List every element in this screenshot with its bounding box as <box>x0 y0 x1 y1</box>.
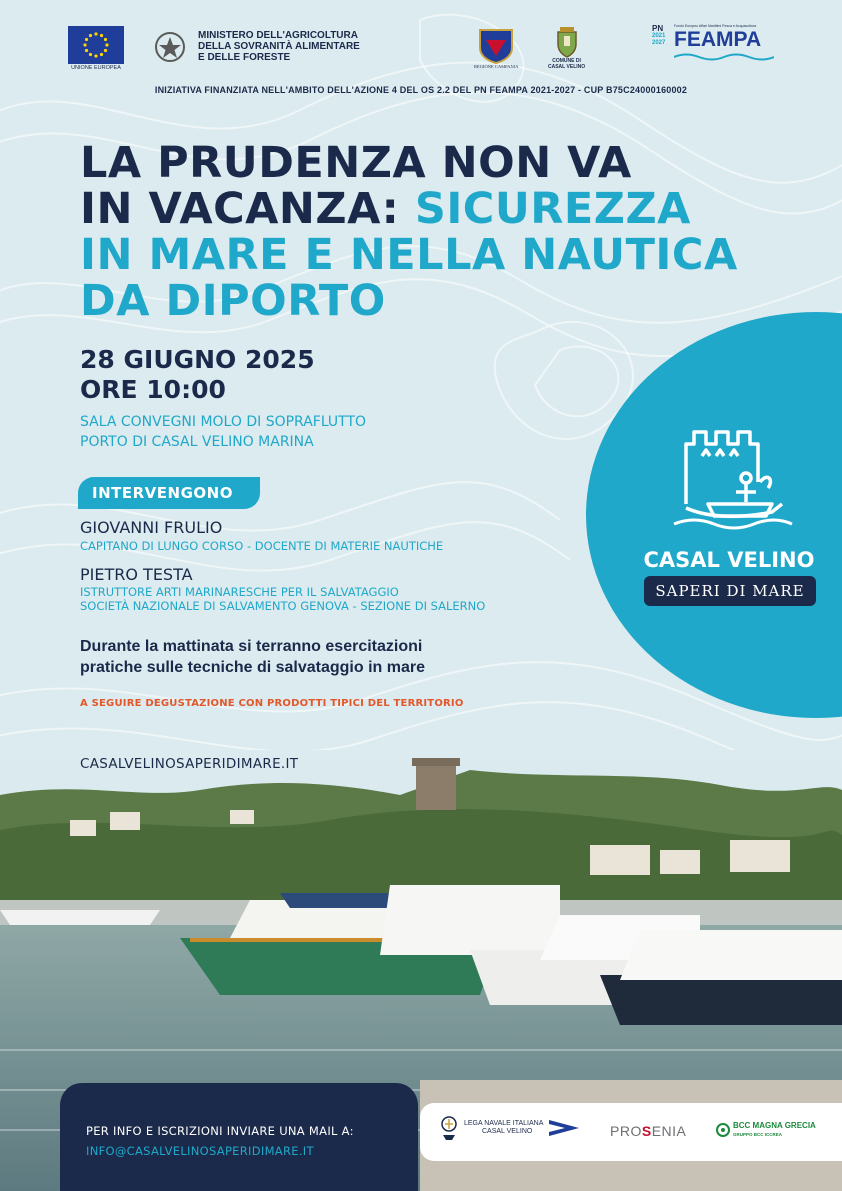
comune-caption-1: COMUNE DI <box>552 58 581 64</box>
feampa-subtitle: Fondo Europeo Affari Marittimi Pesca e Acquacoltura <box>674 24 757 28</box>
lni-emblem-icon <box>440 1115 458 1141</box>
contact-label: PER INFO E ISCRIZIONI INVIARE UNA MAIL A: <box>86 1124 354 1138</box>
event-time: ORE 10:00 <box>80 375 226 404</box>
ministry-line-1: MINISTERO DELL'AGRICOLTURA <box>198 30 358 41</box>
feampa-pn: PN <box>652 24 664 33</box>
brand-name: CASAL VELINO <box>643 548 815 572</box>
italian-flag-icon <box>398 35 440 63</box>
bcc-icon <box>716 1123 730 1137</box>
speaker-1-name: GIOVANNI FRULIO <box>80 518 223 537</box>
title-line-2-dark: IN VACANZA: <box>80 184 415 234</box>
bcc-group: GRUPPO BCC ICCREA <box>733 1132 783 1137</box>
speaker-2-name: PIETRO TESTA <box>80 565 193 584</box>
speaker-1-role: CAPITANO DI LUNGO CORSO - DOCENTE DI MATERIE NAUTICHE <box>80 539 444 553</box>
italian-emblem-icon <box>154 31 186 63</box>
bcc-magna-grecia-logo <box>716 1121 816 1139</box>
lni-pennant-icon <box>549 1118 579 1138</box>
brand-tagline: SAPERI DI MARE <box>644 576 816 606</box>
eu-caption: UNIONE EUROPEA <box>71 65 121 71</box>
title-line-1: LA PRUDENZA NON VA <box>80 138 632 188</box>
title-line-3: IN MARE E NELLA NAUTICA <box>80 230 738 280</box>
lni-name: LEGA NAVALE ITALIANA <box>464 1120 544 1127</box>
speaker-2-role-1: ISTRUTTORE ARTI MARINARESCHE PER IL SALVATAGGIO <box>80 585 399 599</box>
tower-boat-emblem-icon <box>664 412 794 532</box>
lega-navale-logo <box>440 1115 579 1141</box>
ministry-line-2: DELLA SOVRANITÀ ALIMENTARE <box>198 41 360 52</box>
title-line-4: DA DIPORTO <box>80 276 386 326</box>
speakers-heading: INTERVENGONO <box>78 477 260 509</box>
funding-note: INIZIATIVA FINANZIATA NELL'AMBITO DELL'AZIONE 4 DEL OS 2.2 DEL PN FEAMPA 2021-2027 - CUP B75C24000160002 <box>154 85 688 95</box>
website-link[interactable]: CASALVELINOSAPERIDIMARE.IT <box>80 756 299 772</box>
bcc-name: BCC MAGNA GRECIA <box>733 1121 816 1130</box>
event-date: 28 GIUGNO 2025 <box>80 345 315 374</box>
comune-caption-2: CASAL VELINO <box>548 64 586 70</box>
feampa-wave-icon <box>674 52 774 62</box>
feampa-name: FEAMPA <box>674 28 762 51</box>
activity-note <box>80 636 540 678</box>
speaker-2-role-2: SOCIETÀ NAZIONALE DI SALVAMENTO GENOVA - SEZIONE DI SALERNO <box>80 599 486 613</box>
regione-campania-logo <box>474 28 518 69</box>
activity-note-line-1: Durante la mattinata si terranno esercitazioni <box>80 638 423 655</box>
title-line-2-cyan: SICUREZZA <box>414 184 691 234</box>
tower-shape <box>416 762 456 810</box>
contact-email-link[interactable]: INFO@CASALVELINOSAPERIDIMARE.IT <box>86 1144 314 1158</box>
venue-line-1: SALA CONVEGNI MOLO DI SOPRAFLUTTO <box>80 414 367 430</box>
tasting-note: A SEGUIRE DEGUSTAZIONE CON PRODOTTI TIPICI DEL TERRITORIO <box>80 698 464 709</box>
contact-panel <box>60 1083 418 1191</box>
comune-casal-velino-logo <box>548 26 585 70</box>
ministry-logo <box>154 30 360 63</box>
partner-logos-row <box>0 22 842 78</box>
eu-flag-icon <box>68 26 124 64</box>
venue-line-2: PORTO DI CASAL VELINO MARINA <box>80 434 314 450</box>
campania-shield-icon <box>476 28 516 64</box>
partners-panel <box>420 1103 842 1161</box>
activity-note-line-2: pratiche sulle tecniche di salvataggio in mare <box>80 659 426 676</box>
comune-crest-icon <box>554 26 580 58</box>
prosenia-logo: PRO S ENIA <box>610 1123 687 1139</box>
feampa-logo <box>652 24 774 62</box>
region-caption: REGIONE CAMPANIA <box>474 64 519 69</box>
lni-location: CASAL VELINO <box>482 1128 533 1135</box>
event-datetime <box>80 345 315 405</box>
event-venue <box>80 412 366 452</box>
ministry-line-3: E DELLE FORESTE <box>198 52 291 63</box>
event-title <box>80 140 800 324</box>
feampa-period: 2021 2027 <box>652 33 666 46</box>
